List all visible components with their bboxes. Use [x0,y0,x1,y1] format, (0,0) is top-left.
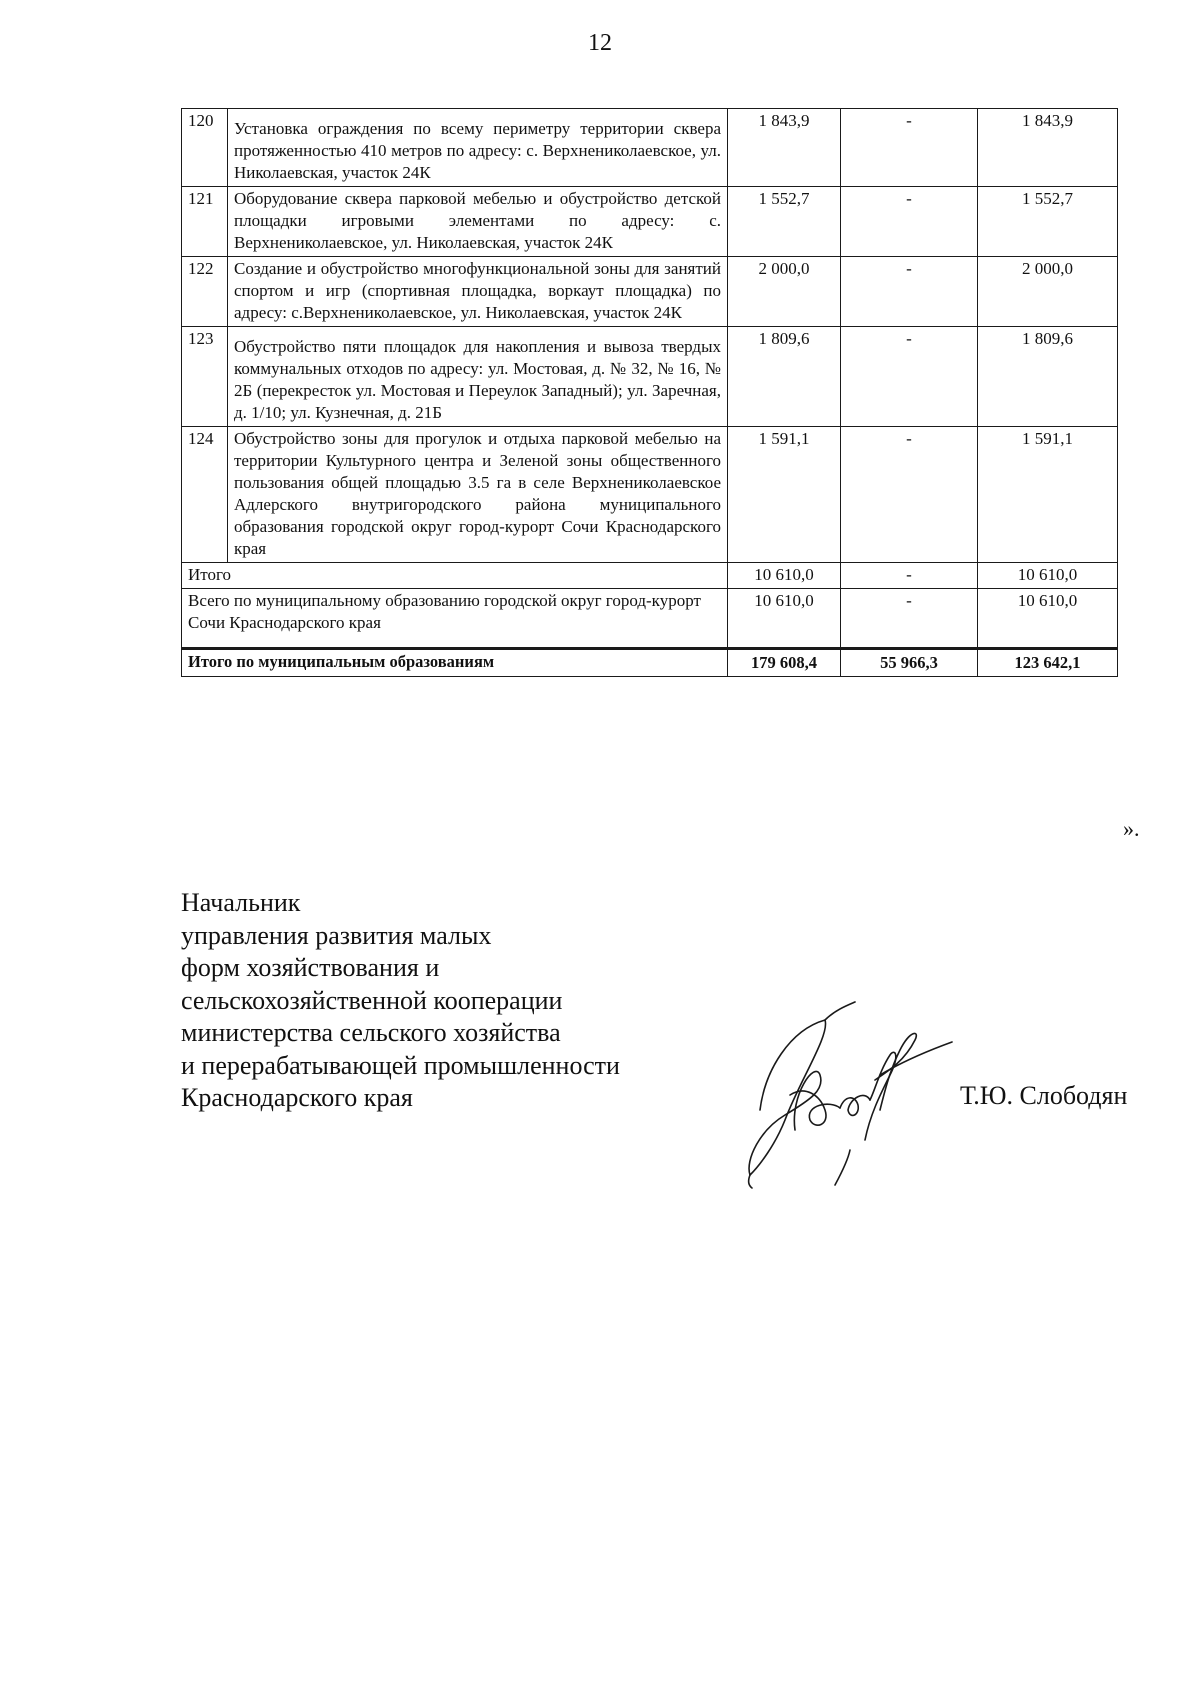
position-line: и перерабатывающей промышленности [181,1050,620,1080]
table-row [182,109,1118,187]
subtotal-row [182,563,1118,589]
municipality-total-row [182,589,1118,649]
row-regional: - [841,109,978,187]
subtotal-label: Итого [182,563,728,589]
row-municipal: 2 000,0 [978,257,1118,327]
row-total: 1 843,9 [728,109,841,187]
position-line: форм хозяйствования и [181,953,440,982]
municipality-total-regional: - [841,589,978,649]
row-number: 120 [182,109,228,187]
page-number: 12 [588,30,612,56]
row-description: Создание и обустройство многофункциональной зоны для занятий спортом и игр (спортивная площадка, воркаут площадка) по адресу: с.Верхнениколаевское, ул. Николаевская, участок 24К [228,257,728,327]
handwritten-signature [730,1000,955,1190]
row-number: 122 [182,257,228,327]
grand-total-label: Итого по муниципальным образованиям [182,649,728,677]
grand-total-regional: 55 966,3 [841,649,978,677]
row-regional: - [841,427,978,563]
table-row [182,427,1118,563]
row-number: 123 [182,327,228,427]
grand-total-total: 179 608,4 [728,649,841,677]
position-line: Краснодарского края [181,1083,413,1112]
row-municipal: 1 552,7 [978,187,1118,257]
position-line: министерства сельского хозяйства [181,1018,561,1047]
position-line: Начальник [181,888,301,917]
municipality-total-municipal: 10 610,0 [978,589,1118,649]
row-description: Установка ограждения по всему периметру территории сквера протяженностью 410 метров по адресу: с. Верхнениколаевское, ул. Николаевская, участок 24К [228,109,728,187]
position-line: сельскохозяйственной кооперации [181,985,563,1015]
row-regional: - [841,187,978,257]
signatory-position [181,887,620,1115]
table-row [182,257,1118,327]
row-description: Оборудование сквера парковой мебелью и обустройство детской площадки игровыми элементами по адресу: с. Верхнениколаевское, ул. Николаевская, участок 24К [228,187,728,257]
position-line: управления развития малых [181,920,492,950]
row-municipal: 1 843,9 [978,109,1118,187]
row-number: 124 [182,427,228,563]
row-regional: - [841,257,978,327]
table-row [182,187,1118,257]
table-row [182,327,1118,427]
municipality-total-total: 10 610,0 [728,589,841,649]
row-total: 1 552,7 [728,187,841,257]
row-total: 1 809,6 [728,327,841,427]
subtotal-total: 10 610,0 [728,563,841,589]
row-municipal: 1 591,1 [978,427,1118,563]
row-regional: - [841,327,978,427]
grand-total-row [182,649,1118,677]
grand-total-municipal: 123 642,1 [978,649,1118,677]
subtotal-municipal: 10 610,0 [978,563,1118,589]
subtotal-regional: - [841,563,978,589]
closing-quote: ». [1123,816,1140,841]
budget-table [181,108,1118,677]
municipality-total-label: Всего по муниципальному образованию городской округ город-курорт Сочи Краснодарского края [182,589,728,649]
row-description: Обустройство зоны для прогулок и отдыха парковой мебелью на территории Культурного центра и Зеленой зоны общественного пользования общей площадью 3.5 га в селе Верхнениколаевское Адлерского внутригородского района муниципального образования городской округ город-курорт Сочи Краснодарского края [228,427,728,563]
signer-name: Т.Ю. Слободян [960,1081,1128,1110]
row-total: 2 000,0 [728,257,841,327]
row-number: 121 [182,187,228,257]
row-total: 1 591,1 [728,427,841,563]
row-description: Обустройство пяти площадок для накопления и вывоза твердых коммунальных отходов по адресу: ул. Мостовая, д. № 32, № 16, № 2Б (перекресток ул. Мостовая и Переулок Западный); ул. Заречная, д. 1/10; ул. Кузнечная, д. 21Б [228,327,728,427]
row-municipal: 1 809,6 [978,327,1118,427]
